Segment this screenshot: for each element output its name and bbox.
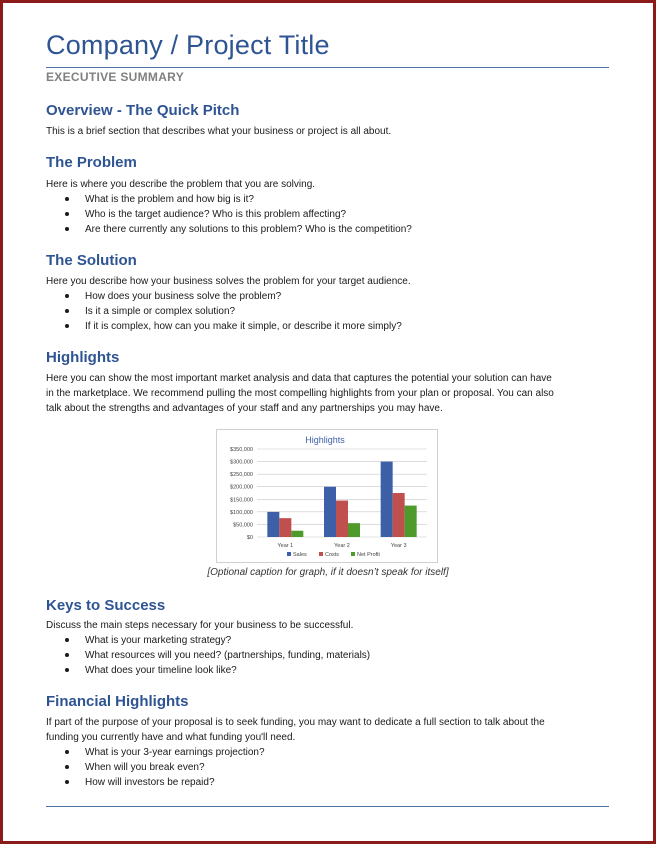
list-item: When will you break even?	[46, 760, 265, 775]
bottom-divider	[46, 806, 609, 807]
x-tick-label: Year 3	[390, 543, 407, 549]
heading-problem: The Problem	[46, 154, 137, 171]
x-tick-label: Year 2	[334, 543, 350, 549]
list-item: How will investors be repaid?	[46, 775, 265, 790]
list-item: Are there currently any solutions to this problem? Who is the competition?	[46, 222, 412, 237]
bar-costs	[336, 501, 348, 537]
highlights-text-line-3: talk about the strengths and advantages of your staff and any partnerships you may have.	[46, 403, 443, 414]
list-item: If it is complex, how can you make it simple, or describe it more simply?	[46, 319, 402, 334]
list-item: What is your 3-year earnings projection?	[46, 745, 265, 760]
heading-highlights: Highlights	[46, 349, 120, 366]
highlights-chart	[216, 429, 438, 563]
financial-bullet-list	[46, 745, 265, 790]
page-title: Company / Project Title	[46, 30, 330, 60]
heading-keys-to-success: Keys to Success	[46, 597, 166, 614]
problem-bullet-list	[46, 192, 412, 237]
bar-net-profit	[291, 531, 303, 537]
y-tick-label: $300,000	[230, 459, 253, 466]
chart-title: Highlights	[305, 435, 345, 445]
highlights-text-line-1: Here you can show the most important market analysis and data that captures the potential your solution can have	[46, 373, 552, 384]
heading-overview: Overview - The Quick Pitch	[46, 102, 240, 119]
heading-financial-highlights: Financial Highlights	[46, 693, 189, 710]
bar-sales	[381, 462, 393, 537]
list-item: What resources will you need? (partnerships, funding, materials)	[46, 648, 370, 663]
list-item: Is it a simple or complex solution?	[46, 304, 402, 319]
y-tick-label: $100,000	[230, 509, 253, 516]
solution-text: Here you describe how your business solves the problem for your target audience.	[46, 276, 411, 287]
x-tick-label: Year 1	[277, 543, 294, 549]
legend-swatch	[287, 552, 291, 556]
list-item: What does your timeline look like?	[46, 663, 370, 678]
bar-sales	[324, 487, 336, 537]
financial-text-line-1: If part of the purpose of your proposal is to seek funding, you may want to dedicate a full section to talk about the	[46, 717, 545, 728]
y-tick-label: $350,000	[230, 447, 253, 453]
bar-sales	[267, 512, 279, 537]
chart-svg	[217, 430, 439, 564]
legend-label: Net Profit	[357, 552, 380, 558]
keys-text: Discuss the main steps necessary for your business to be successful.	[46, 620, 354, 631]
highlights-text-line-2: in the marketplace. We recommend pulling the most compelling highlights from your plan or proposal. You can also	[46, 388, 554, 399]
legend-label: Costs	[325, 552, 340, 558]
y-tick-label: $50,000	[233, 522, 253, 529]
bar-net-profit	[405, 506, 417, 537]
bar-costs	[279, 518, 291, 537]
list-item: What is your marketing strategy?	[46, 633, 370, 648]
legend-swatch	[351, 552, 355, 556]
solution-bullet-list	[46, 289, 402, 334]
legend-label: Sales	[293, 552, 307, 558]
list-item: How does your business solve the problem?	[46, 289, 402, 304]
title-divider	[46, 67, 609, 68]
financial-text-line-2: funding you currently have and what funding you'll need.	[46, 732, 296, 743]
bar-net-profit	[348, 523, 360, 537]
problem-text: Here is where you describe the problem that you are solving.	[46, 179, 316, 190]
list-item: Who is the target audience? Who is this problem affecting?	[46, 207, 412, 222]
page-subtitle: EXECUTIVE SUMMARY	[46, 70, 185, 84]
y-tick-label: $250,000	[230, 472, 253, 479]
legend-swatch	[319, 552, 323, 556]
bar-costs	[393, 493, 405, 537]
y-tick-label: $200,000	[230, 484, 253, 491]
chart-caption: [Optional caption for graph, if it doesn’t speak for itself]	[207, 567, 449, 578]
keys-bullet-list	[46, 633, 370, 678]
list-item: What is the problem and how big is it?	[46, 192, 412, 207]
heading-solution: The Solution	[46, 252, 137, 269]
overview-text: This is a brief section that describes what your business or project is all about.	[46, 126, 392, 137]
y-tick-label: $0	[246, 535, 253, 541]
y-tick-label: $150,000	[230, 497, 253, 504]
